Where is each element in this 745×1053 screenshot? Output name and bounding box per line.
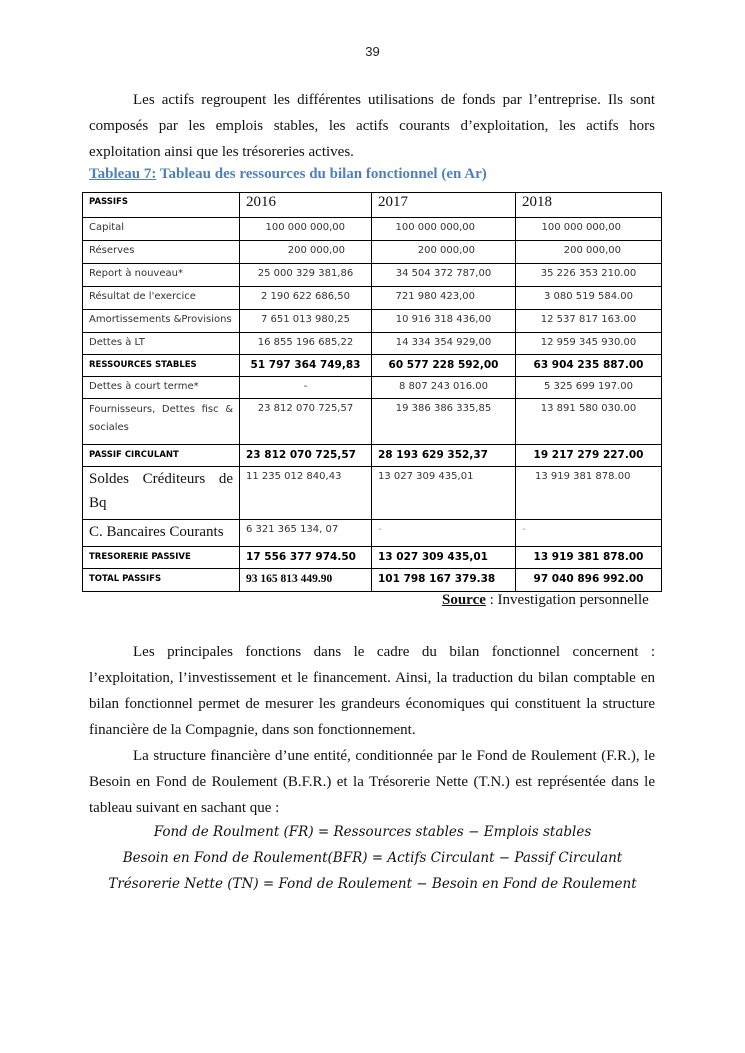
row-label: Réserves	[83, 241, 240, 264]
cell-2016: 23 812 070 725,57	[240, 445, 372, 467]
cell-2016: 6 321 365 134, 07	[240, 520, 372, 547]
cell-2016: 100 000 000,00	[240, 218, 372, 241]
table-row-subtotal	[83, 445, 662, 467]
table-row	[83, 287, 662, 310]
cell-2018: 97 040 896 992.00	[516, 569, 662, 592]
row-label: Amortissements &Provisions	[83, 310, 240, 333]
table-row-subtotal	[83, 547, 662, 569]
row-label: Fournisseurs, Dettes fisc & sociales	[83, 399, 240, 445]
cell-2017: 19 386 386 335,85	[372, 399, 516, 445]
row-label: Capital	[83, 218, 240, 241]
cell-2016: 7 651 013 980,25	[240, 310, 372, 333]
table-caption	[89, 166, 487, 183]
cell-2016: 2 190 622 686,50	[240, 287, 372, 310]
row-label: PASSIF CIRCULANT	[83, 445, 240, 467]
cell-2016: 16 855 196 685,22	[240, 333, 372, 355]
cell-2016: 23 812 070 725,57	[240, 399, 372, 445]
table-row	[83, 310, 662, 333]
cell-2018: 19 217 279 227.00	[516, 445, 662, 467]
header-year-2018: 2018	[516, 193, 662, 218]
paragraph-structure-text: La structure financière d’une entité, conditionnée par le Fond de Roulement (F.R.), le Besoin en Fond de Roulement (B.F.R.) et la Trésorerie Nette (T.N.) est représentée dans le tableau suivant en sachant que :	[89, 748, 655, 816]
row-label: TOTAL PASSIFS	[83, 569, 240, 592]
cell-2017: 721 980 423,00	[372, 287, 516, 310]
cell-2017: 10 916 318 436,00	[372, 310, 516, 333]
cell-2017: -	[372, 520, 516, 547]
row-label: Soldes Créditeurs de Bq	[83, 467, 240, 520]
cell-2018: 13 919 381 878.00	[516, 547, 662, 569]
cell-2018: 35 226 353 210.00	[516, 264, 662, 287]
cell-2018: 5 325 699 197.00	[516, 377, 662, 399]
cell-2016: -	[240, 377, 372, 399]
cell-2018: 3 080 519 584.00	[516, 287, 662, 310]
row-label: Résultat de l'exercice	[83, 287, 240, 310]
formula-bfr: Besoin en Fond de Roulement(BFR) = Actifs Circulant − Passif Circulant	[122, 850, 623, 866]
paragraph-functions	[89, 639, 655, 743]
row-label: RESSOURCES STABLES	[83, 355, 240, 377]
intro-paragraph	[89, 87, 655, 165]
cell-2017: 101 798 167 379.38	[372, 569, 516, 592]
cell-2018: 13 919 381 878.00	[516, 467, 662, 520]
cell-2017: 28 193 629 352,37	[372, 445, 516, 467]
table-source	[442, 592, 649, 609]
cell-2016: 11 235 012 840,43	[240, 467, 372, 520]
cell-2017: 200 000,00	[372, 241, 516, 264]
cell-2018: 12 537 817 163.00	[516, 310, 662, 333]
cell-2018: 200 000,00	[516, 241, 662, 264]
cell-2017: 14 334 354 929,00	[372, 333, 516, 355]
cell-2017: 34 504 372 787,00	[372, 264, 516, 287]
table-row	[83, 377, 662, 399]
cell-2016: 93 165 813 449.90	[240, 569, 372, 592]
paragraph-functions-text: Les principales fonctions dans le cadre du bilan fonctionnel concernent : l’exploitation, l’investissement et le financement. Ainsi, la traduction du bilan comptable en bilan fonctionnel permet de mesurer les grandeurs économiques qui constituent la structure financière de la Compagnie, dans son fonctionnement.	[89, 644, 655, 738]
table-row	[83, 218, 662, 241]
page-number: 39	[365, 44, 380, 59]
table-header-row	[83, 193, 662, 218]
paragraph-structure	[89, 743, 655, 821]
cell-2016: 25 000 329 381,86	[240, 264, 372, 287]
cell-2018: 63 904 235 887.00	[516, 355, 662, 377]
cell-2017: 100 000 000,00	[372, 218, 516, 241]
table-row	[83, 333, 662, 355]
cell-2018: 100 000 000,00	[516, 218, 662, 241]
cell-2018: 12 959 345 930.00	[516, 333, 662, 355]
table-row	[83, 241, 662, 264]
table-row-subtotal	[83, 355, 662, 377]
table-row	[83, 264, 662, 287]
formula-tresorerie-nette: Trésorerie Nette (TN) = Fond de Roulement − Besoin en Fond de Roulement	[108, 876, 637, 892]
cell-2017: 8 807 243 016.00	[372, 377, 516, 399]
row-label: Dettes à court terme*	[83, 377, 240, 399]
table-row	[83, 520, 662, 547]
row-label: C. Bancaires Courants	[83, 520, 240, 547]
cell-2017: 13 027 309 435,01	[372, 547, 516, 569]
passifs-table	[82, 192, 662, 592]
header-year-2017: 2017	[372, 193, 516, 218]
header-year-2016: 2016	[240, 193, 372, 218]
source-label: Source	[442, 592, 486, 608]
cell-2017: 13 027 309 435,01	[372, 467, 516, 520]
table-caption-label: Tableau 7:	[89, 166, 157, 182]
source-text: : Investigation personnelle	[485, 592, 649, 608]
table-caption-title: Tableau des ressources du bilan fonctionnel (en Ar)	[156, 166, 487, 182]
cell-2016: 200 000,00	[240, 241, 372, 264]
cell-2018: 13 891 580 030.00	[516, 399, 662, 445]
row-label: TRESORERIE PASSIVE	[83, 547, 240, 569]
cell-2017: 60 577 228 592,00	[372, 355, 516, 377]
cell-2016: 17 556 377 974.50	[240, 547, 372, 569]
table-row	[83, 399, 662, 445]
cell-2016: 51 797 364 749,83	[240, 355, 372, 377]
intro-paragraph-text: Les actifs regroupent les différentes utilisations de fonds par l’entreprise. Ils sont composés par les emplois stables, les actifs courants d’exploitation, les actifs hors exploitation ainsi que les trésoreries actives.	[89, 92, 655, 160]
row-label: Report à nouveau*	[83, 264, 240, 287]
table-row	[83, 467, 662, 520]
table-row-total	[83, 569, 662, 592]
formula-fond-de-roulement: Fond de Roulment (FR) = Ressources stables − Emplois stables	[153, 824, 592, 840]
cell-2018: -	[516, 520, 662, 547]
row-label: Dettes à LT	[83, 333, 240, 355]
header-passifs: PASSIFS	[83, 193, 240, 218]
